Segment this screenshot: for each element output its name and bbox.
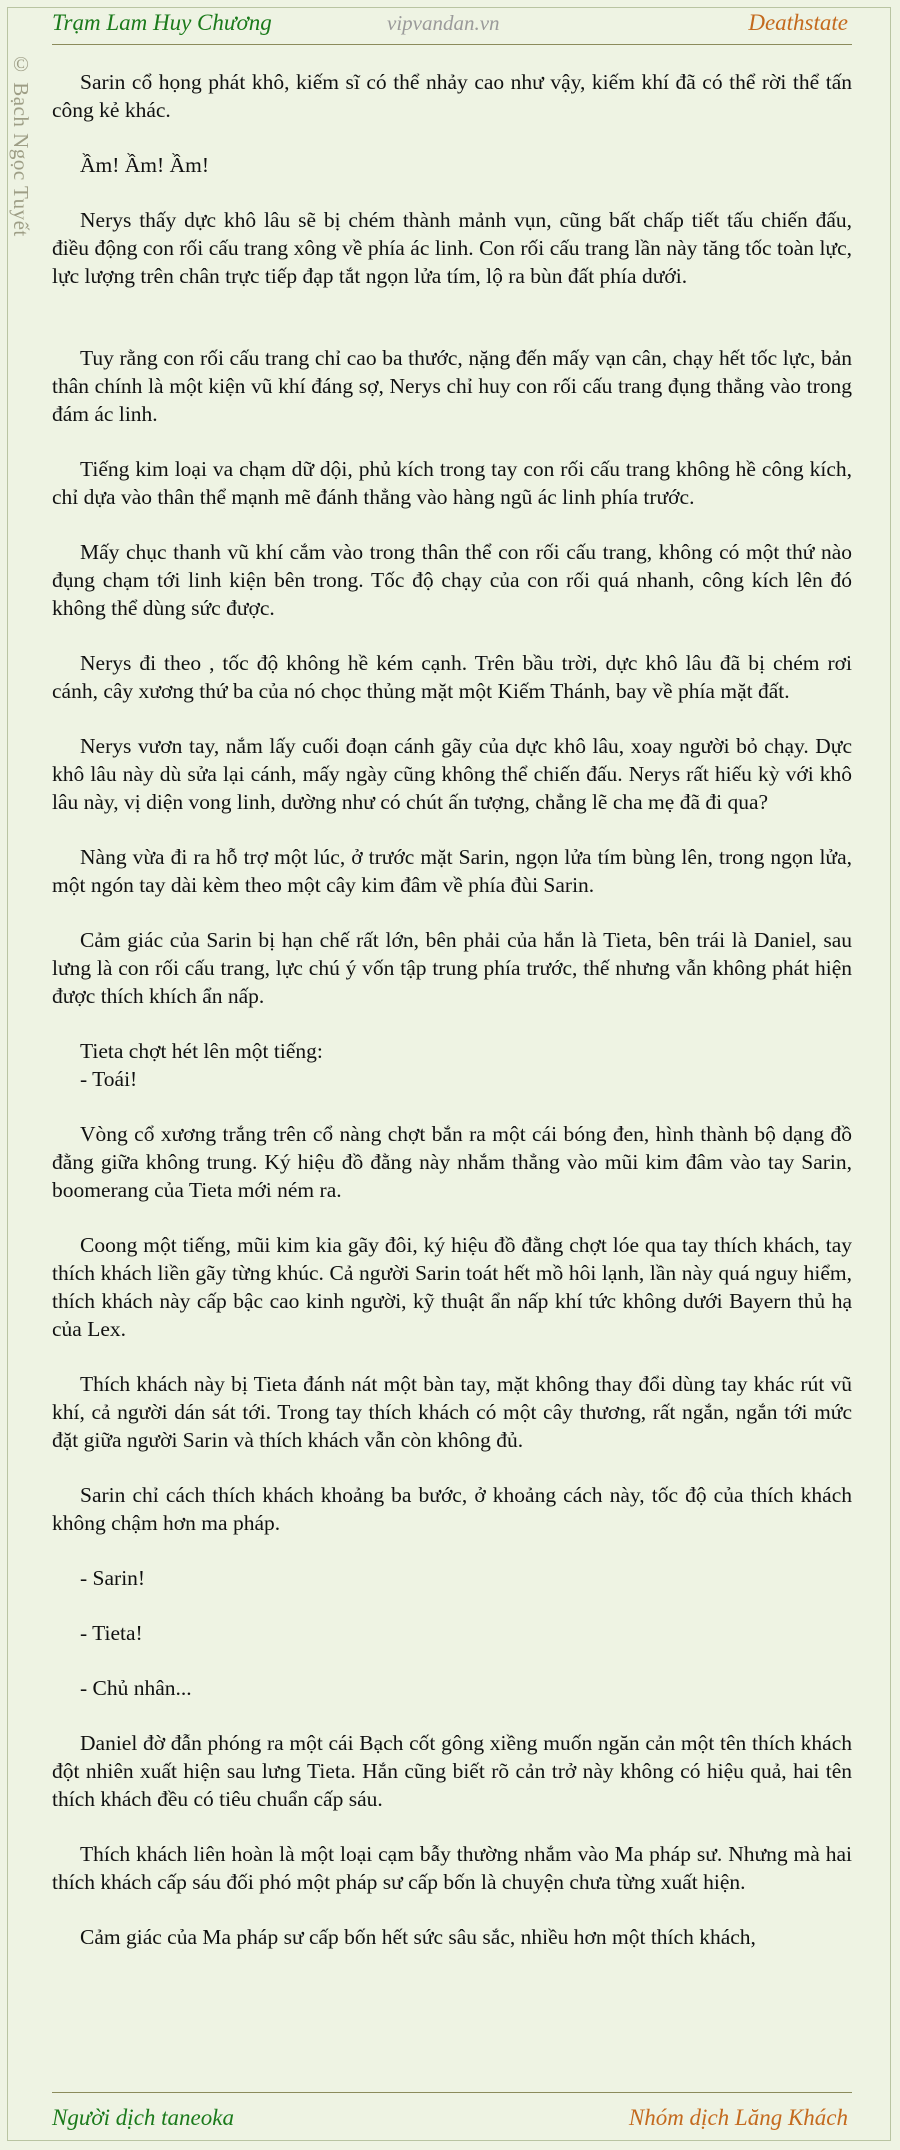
dialogue-line: - Chủ nhân... bbox=[80, 1676, 192, 1700]
dialogue-line: - Tieta! bbox=[80, 1621, 143, 1645]
page-header bbox=[52, 10, 852, 45]
page-footer bbox=[52, 2092, 852, 2139]
header-site-name: Trạm Lam Huy Chương bbox=[52, 10, 272, 35]
paragraph: Nerys thấy dực khô lâu sẽ bị chém thành mảnh vụn, cũng bất chấp tiết tấu chiến đấu, điều động con rối cấu trang xông về phía ác linh. Con rối cấu trang lần này tăng tốc toàn lực, lực lượng trên chân trực tiếp đạp tắt ngọn lửa tím, lộ ra bùn đất phía dưới. bbox=[52, 208, 852, 288]
footer-translation-group: Nhóm dịch Lăng Khách bbox=[628, 2105, 848, 2130]
paragraph: Nàng vừa đi ra hỗ trợ một lúc, ở trước mặt Sarin, ngọn lửa tím bùng lên, trong ngọn lửa, một ngón tay dài kèm theo một cây kim đâm về phía đùi Sarin. bbox=[52, 845, 852, 897]
paragraph: Nerys đi theo , tốc độ không hề kém cạnh. Trên bầu trời, dực khô lâu đã bị chém rơi cánh, cây xương thứ ba của nó chọc thủng mặt một Kiếm Thánh, bay về phía mặt đất. bbox=[52, 651, 852, 703]
paragraph: Tiếng kim loại va chạm dữ dội, phủ kích trong tay con rối cấu trang không hề công kích, chỉ dựa vào thân thể mạnh mẽ đánh thẳng vào hàng ngũ ác linh phía trước. bbox=[52, 457, 852, 509]
paragraph: Thích khách liên hoàn là một loại cạm bẫy thường nhắm vào Ma pháp sư. Nhưng mà hai thích khách cấp sáu đối phó một pháp sư cấp bốn là chuyện chưa từng xuất hiện. bbox=[52, 1842, 852, 1894]
dialogue-line: - Sarin! bbox=[80, 1566, 146, 1590]
paragraph: Sarin chỉ cách thích khách khoảng ba bước, ở khoảng cách này, tốc độ của thích khách không chậm hơn ma pháp. bbox=[52, 1483, 852, 1535]
paragraph: Vòng cổ xương trắng trên cổ nàng chợt bắn ra một cái bóng đen, hình thành bộ dạng đồ đằng giữa không trung. Ký hiệu đồ đằng này nhắm thẳng vào mũi kim đâm vào tay Sarin, boomerang của Tieta mới ném ra. bbox=[52, 1122, 852, 1202]
copyright-watermark: © Bạch Ngọc Tuyết bbox=[9, 52, 33, 237]
paragraph: Tuy rằng con rối cấu trang chỉ cao ba thước, nặng đến mấy vạn cân, chạy hết tốc lực, bản thân chính là một kiện vũ khí đáng sợ, Nerys chỉ huy con rối cấu trang đụng thẳng vào trong đám ác linh. bbox=[52, 346, 852, 426]
paragraph: Thích khách này bị Tieta đánh nát một bàn tay, mặt không thay đổi dùng tay khác rút vũ khí, cả người dán sát tới. Trong tay thích khách có một cây thương, rất ngắn, ngắn tới mức đặt giữa người Sarin và thích khách vẫn còn không đủ. bbox=[52, 1372, 852, 1452]
paragraph: Sarin cổ họng phát khô, kiếm sĩ có thể nhảy cao như vậy, kiếm khí đã có thể rời thể tấn công kẻ khác. bbox=[52, 70, 852, 122]
paragraph: Nerys vươn tay, nắm lấy cuối đoạn cánh gãy của dực khô lâu, xoay người bỏ chạy. Dực khô lâu này dù sửa lại cánh, mấy ngày cũng không thể chiến đấu. Nerys rất hiếu kỳ với khô lâu này, vị diện vong linh, dường như có chút ấn tượng, chẳng lẽ cha mẹ đã đi qua? bbox=[52, 734, 852, 814]
paragraph: Coong một tiếng, mũi kim kia gãy đôi, ký hiệu đồ đằng chợt lóe qua tay thích khách, tay thích khách liền gãy từng khúc. Cả người Sarin toát hết mồ hôi lạnh, lần này quá nguy hiểm, thích khách này cấp bậc cao kinh người, kỹ thuật ẩn nấp khí tức không dưới Bayern thủ hạ của Lex. bbox=[52, 1233, 852, 1341]
paragraph: Mấy chục thanh vũ khí cắm vào trong thân thể con rối cấu trang, không có một thứ nào đụng chạm tới linh kiện bên trong. Tốc độ chạy của con rối quá nhanh, công kích lên đó không thể dùng sức được. bbox=[52, 540, 852, 620]
paragraph: Tieta chợt hét lên một tiếng: bbox=[80, 1039, 323, 1063]
paragraph: Daniel đờ đẫn phóng ra một cái Bạch cốt gông xiềng muốn ngăn cản một tên thích khách đột nhiên xuất hiện sau lưng Tieta. Hắn cũng biết rõ cản trở này không có hiệu quả, hai tên thích khách đều có tiêu chuẩn cấp sáu. bbox=[52, 1731, 852, 1811]
footer-translator: Người dịch taneoka bbox=[52, 2105, 234, 2130]
paragraph: Cảm giác của Sarin bị hạn chế rất lớn, bên phải của hắn là Tieta, bên trái là Daniel, sau lưng là con rối cấu trang, lực chú ý vốn tập trung phía trước, thế nhưng vẫn không phát hiện được thích khích ẩn nấp. bbox=[52, 928, 852, 1008]
header-book-title: Deathstate bbox=[748, 10, 848, 35]
paragraph: Cảm giác của Ma pháp sư cấp bốn hết sức sâu sắc, nhiều hơn một thích khách, bbox=[80, 1925, 756, 1949]
chapter-text bbox=[52, 68, 852, 1978]
dialogue-line: - Toái! bbox=[80, 1067, 138, 1091]
paragraph: Ầm! Ầm! Ầm! bbox=[80, 153, 209, 177]
header-url: vipvandan.vn bbox=[387, 11, 500, 35]
